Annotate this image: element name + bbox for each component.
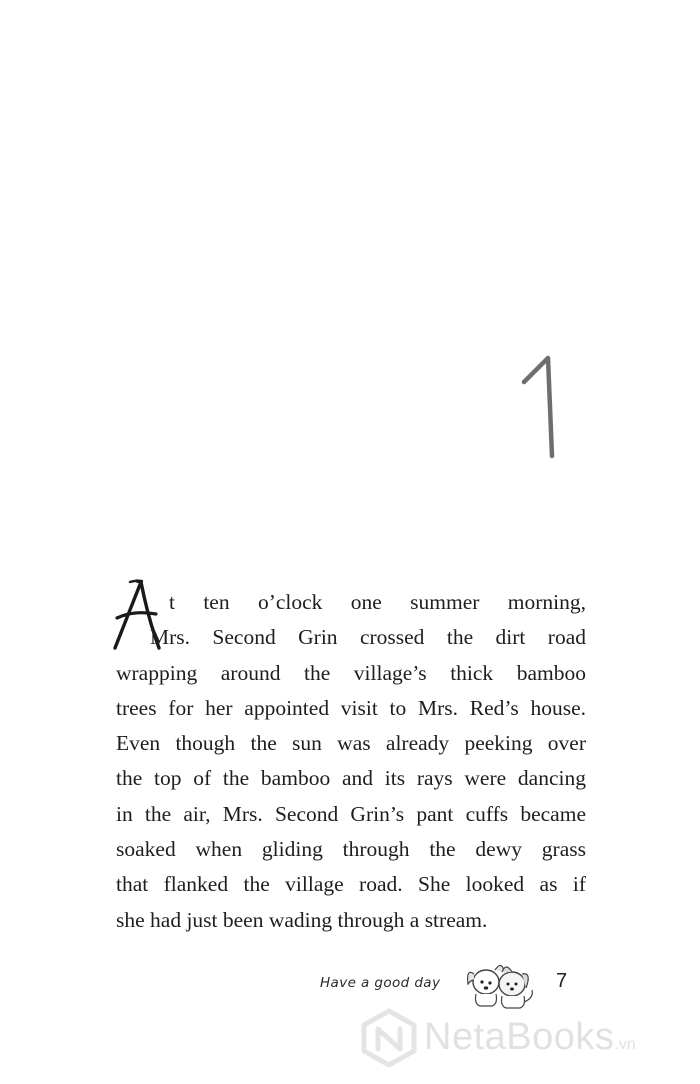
page-number: 7 [556,970,568,992]
paragraph-line: wrapping around the village’s thick bamboo [116,660,586,685]
paragraph-line: Mrs. Second Grin crossed the dirt road [150,625,586,650]
cartoon-dogs-icon [462,958,538,1010]
page-footer [320,958,580,1008]
running-title: Have a good day [320,975,441,991]
paragraph-line: trees for her appointed visit to Mrs. Red’s house. [116,695,586,720]
watermark-suffix: .vn [614,1036,636,1053]
chapter-number-glyph [518,352,566,462]
publisher-logo-icon [360,1008,418,1068]
paragraph-line: that flanked the village road. She looked as if [116,872,586,897]
paragraph-line: the top of the bamboo and its rays were dancing [116,766,586,791]
paragraph-line: soaked when gliding through the dewy grass [116,837,586,862]
paragraph-line: she had just been wading through a stream. [116,907,488,932]
chapter-body [116,585,586,938]
chapter-number [518,352,566,462]
paragraph-line: in the air, Mrs. Second Grin’s pant cuffs became [116,801,586,826]
publisher-watermark [360,1008,690,1070]
paragraph-line: Even though the sun was already peeking over [116,731,586,756]
paragraph-line: t ten o’clock one summer morning, [169,590,586,614]
watermark-text: NetaBooks.vn [424,1016,636,1058]
